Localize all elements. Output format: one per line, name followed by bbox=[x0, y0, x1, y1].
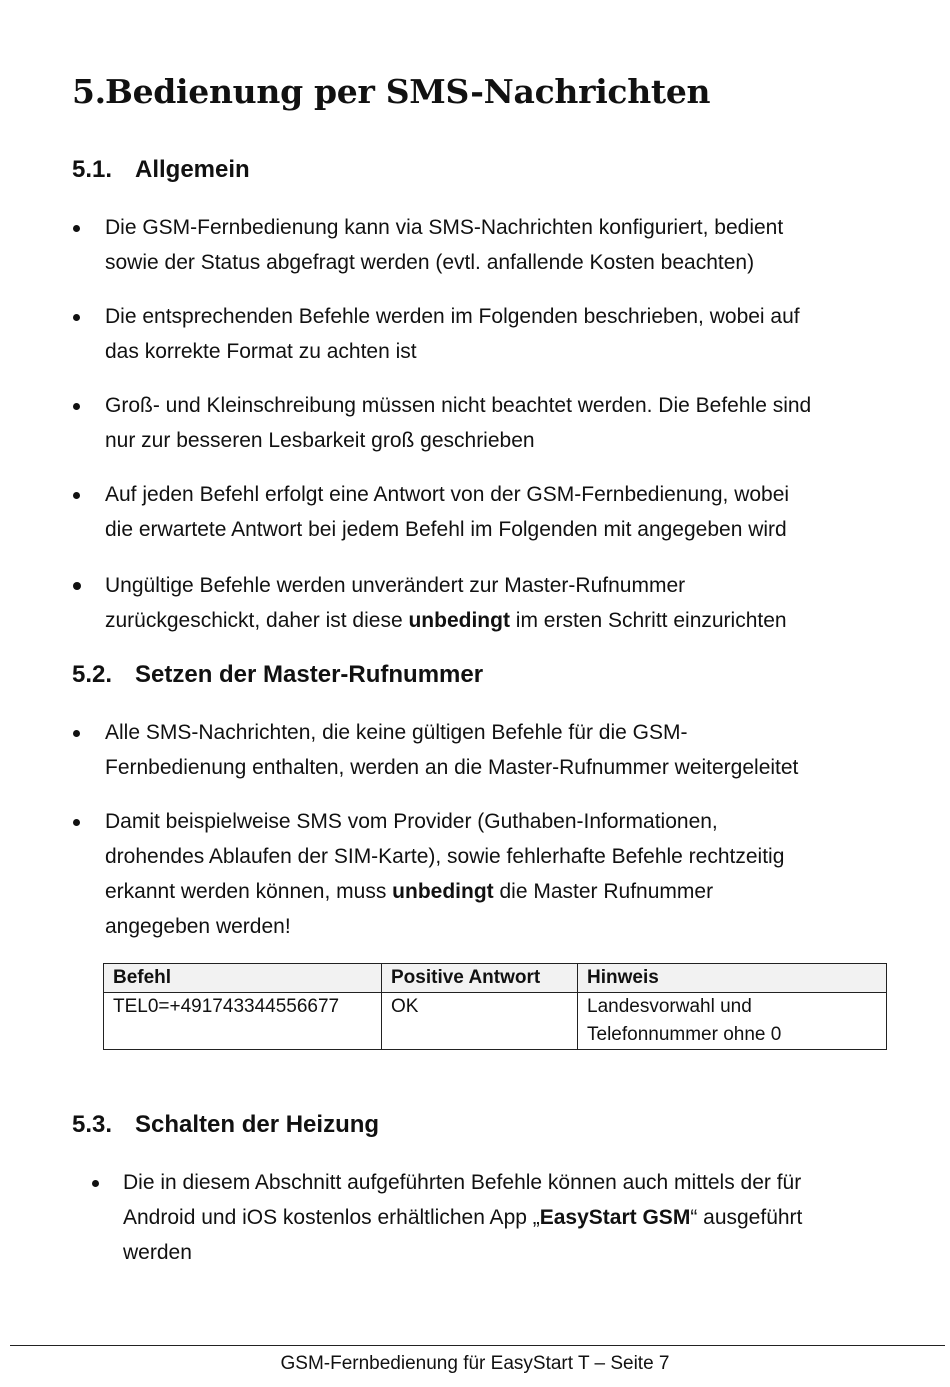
list-item-line: angegeben werden! bbox=[105, 915, 291, 938]
list-item bbox=[105, 210, 783, 280]
list-item-line: drohendes Ablaufen der SIM-Karte), sowie fehlerhafte Befehle rechtzeitig bbox=[105, 845, 785, 868]
column-header-hinweis: Hinweis bbox=[578, 964, 887, 993]
list-item-line: werden bbox=[123, 1241, 192, 1264]
bullet-dot bbox=[73, 819, 80, 826]
cell-befehl: TEL0=+491743344556677 bbox=[104, 993, 382, 1050]
emphasis: unbedingt bbox=[408, 609, 510, 632]
list-item bbox=[105, 715, 798, 785]
bullet-dot bbox=[73, 730, 80, 737]
table-header-row bbox=[104, 964, 887, 993]
section-title: Schalten der Heizung bbox=[135, 1111, 380, 1138]
list-item-line: nur zur besseren Lesbarkeit groß geschrieben bbox=[105, 429, 535, 452]
command-table bbox=[103, 963, 887, 1050]
bullet-dot bbox=[73, 582, 81, 590]
section-heading-5-3 bbox=[72, 1111, 379, 1139]
list-item-line: Alle SMS-Nachrichten, die keine gültigen Befehle für die GSM- bbox=[105, 721, 688, 744]
emphasis: EasyStart GSM bbox=[539, 1206, 691, 1229]
section-number: 5.1. bbox=[72, 156, 113, 183]
list-item-line: Auf jeden Befehl erfolgt eine Antwort von der GSM-Fernbedienung, wobei bbox=[105, 483, 790, 506]
section-heading-5-2 bbox=[72, 661, 483, 689]
bullet-dot bbox=[73, 403, 80, 410]
column-header-befehl: Befehl bbox=[104, 964, 382, 993]
table-row bbox=[104, 993, 887, 1050]
bullet-dot bbox=[73, 492, 80, 499]
list-item-line: die erwartete Antwort bei jedem Befehl im Folgenden mit angegeben wird bbox=[105, 518, 787, 541]
list-item bbox=[105, 477, 789, 547]
footer-divider bbox=[10, 1345, 945, 1346]
bullet-dot bbox=[92, 1180, 99, 1187]
list-item-line: Die in diesem Abschnitt aufgeführten Befehle können auch mittels der für bbox=[123, 1171, 802, 1194]
list-item-line: Ungültige Befehle werden unverändert zur Master-Rufnummer bbox=[105, 574, 686, 597]
section-title: Setzen der Master-Rufnummer bbox=[135, 661, 484, 688]
page-footer: GSM-Fernbedienung für EasyStart T – Seite 7 bbox=[280, 1353, 670, 1374]
list-item-line: sowie der Status abgefragt werden (evtl. anfallende Kosten beachten) bbox=[105, 251, 755, 274]
list-item-line: Damit beispielweise SMS vom Provider (Guthaben-Informationen, bbox=[105, 810, 718, 833]
chapter-number: 5. bbox=[72, 72, 106, 111]
section-number: 5.3. bbox=[72, 1111, 113, 1138]
list-item-line: Die entsprechenden Befehle werden im Folgenden beschrieben, wobei auf bbox=[105, 305, 800, 328]
list-item bbox=[105, 804, 784, 944]
chapter-heading bbox=[72, 72, 710, 111]
chapter-title: Bedienung per SMS-Nachrichten bbox=[105, 72, 711, 111]
list-item-line: erkannt werden können, muss unbedingt die Master Rufnummer bbox=[105, 880, 714, 903]
list-item bbox=[123, 1165, 802, 1270]
list-item-line: Die GSM-Fernbedienung kann via SMS-Nachrichten konfiguriert, bedient bbox=[105, 216, 784, 239]
list-item bbox=[105, 388, 811, 458]
cell-antwort: OK bbox=[382, 993, 578, 1050]
bullet-dot bbox=[73, 314, 80, 321]
list-item-line: Fernbedienung enthalten, werden an die Master-Rufnummer weitergeleitet bbox=[105, 756, 799, 779]
column-header-antwort: Positive Antwort bbox=[382, 964, 578, 993]
section-title: Allgemein bbox=[135, 156, 250, 183]
bullet-dot bbox=[73, 225, 80, 232]
section-number: 5.2. bbox=[72, 661, 113, 688]
list-item-line: zurückgeschickt, daher ist diese unbedingt im ersten Schritt einzurichten bbox=[105, 609, 787, 632]
list-item-line: Groß- und Kleinschreibung müssen nicht beachtet werden. Die Befehle sind bbox=[105, 394, 812, 417]
list-item-line: Android und iOS kostenlos erhältlichen App „EasyStart GSM“ ausgeführt bbox=[123, 1206, 803, 1229]
list-item bbox=[105, 299, 800, 369]
emphasis: unbedingt bbox=[392, 880, 494, 903]
list-item-line: das korrekte Format zu achten ist bbox=[105, 340, 417, 363]
list-item bbox=[105, 568, 787, 638]
cell-hinweis: Landesvorwahl und Telefonnummer ohne 0 bbox=[578, 993, 887, 1050]
section-heading-5-1 bbox=[72, 156, 250, 184]
